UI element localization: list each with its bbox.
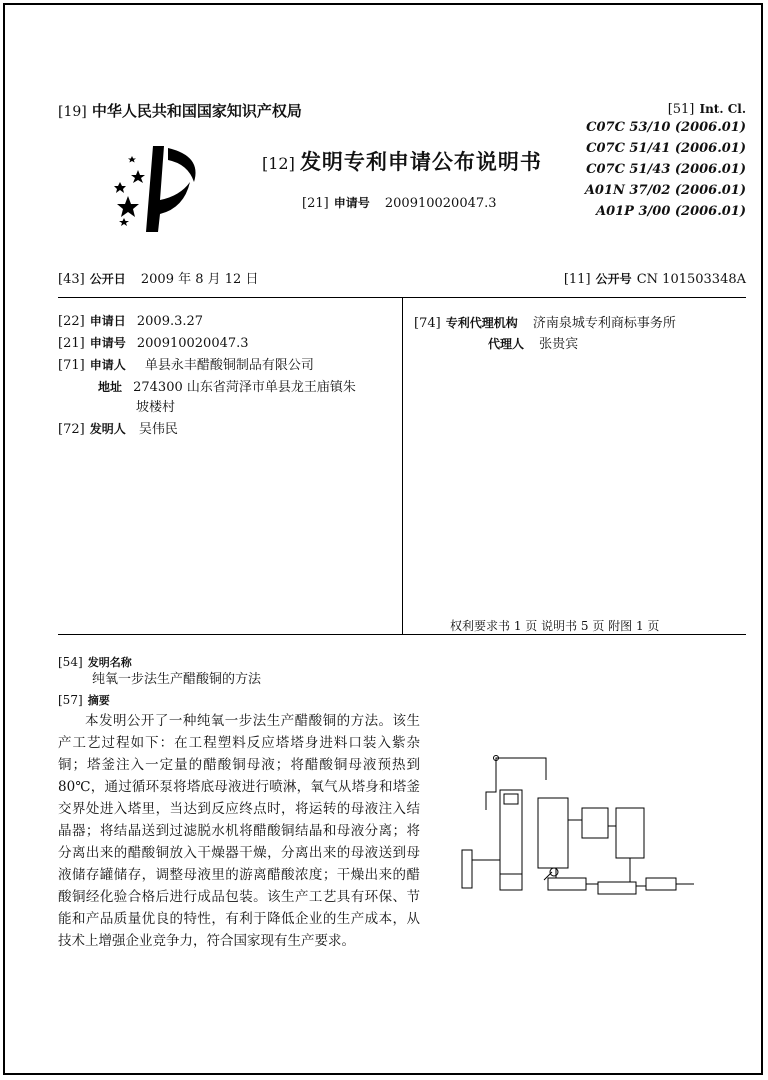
classification-5: A01P 3/00 (2006.01): [596, 204, 746, 219]
address-row: 地址 274300 山东省菏泽市单县龙王庙镇朱: [98, 380, 356, 395]
applicant-row: [71] 申请人 单县永丰醋酸铜制品有限公司: [58, 358, 314, 373]
classification-3: C07C 51/43 (2006.01): [586, 162, 746, 177]
office-name: 中华人民共和国国家知识产权局: [91, 102, 302, 120]
document-title-line: [12] 发明专利申请公布说明书: [262, 150, 542, 174]
application-number: 200910020047.3: [384, 196, 497, 211]
publication-number: CN 101503348A: [636, 272, 746, 287]
process-flow-diagram: [456, 750, 706, 904]
classification-2: C07C 51/41 (2006.01): [586, 141, 746, 156]
abstract-text: 本发明公开了一种纯氧一步法生产醋酸铜的方法。该生产工艺过程如下：在工程塑料反应塔塔身进料口装入紫杂铜；塔釜注入一定量的醋酸铜母液；将醋酸铜母液预热到 80℃，通过循环泵将塔底母液进行喷淋，氧气从塔身和塔釜交界处进入塔里，当达到反应终点时，将运转的母液注入结晶器；将结晶送到过滤脱水机将醋酸铜结晶和母液分离；将分离出来的醋酸铜放入干燥器干燥，分离出来的母液送到母液储存罐储存，调整母液里的游离醋酸浓度；干燥出来的醋酸铜经化验合格后进行成品包装。该生产工艺具有环保、节能和产品质量优良的特性，有利于降低企业的生产成本，从技术上增强企业竞争力，符合国家现有生产要求。: [58, 713, 420, 949]
divider-bottom: [58, 634, 746, 635]
inventor-row: [72] 发明人 吴伟民: [58, 422, 178, 437]
agency-row: [74] 专利代理机构 济南泉城专利商标事务所: [414, 316, 676, 331]
publication-date: 2009 年 8 月 12 日: [140, 272, 259, 287]
invention-name: 纯氧一步法生产醋酸铜的方法: [92, 672, 262, 687]
filing-date-row: [22] 申请日 2009.3.27: [58, 314, 204, 329]
intcl-heading: [51] Int. Cl.: [667, 102, 746, 117]
page-counts: 权利要求书 1 页 说明书 5 页 附图 1 页: [450, 619, 660, 633]
sipo-emblem-icon: [98, 142, 208, 238]
application-number-line: [21] 申请号 200910020047.3: [302, 196, 497, 211]
publication-number-line: [11] 公开号 CN 101503348A: [563, 272, 746, 287]
agent-row: 代理人 张贵宾: [488, 337, 579, 352]
appno-row: [21] 申请号 200910020047.3: [58, 336, 249, 351]
document-title: 发明专利申请公布说明书: [299, 150, 542, 174]
divider-vertical: [402, 297, 403, 634]
abstract-heading: [57] 摘要: [58, 693, 110, 707]
classification-1: C07C 53/10 (2006.01): [586, 120, 746, 135]
classification-4: A01N 37/02 (2006.01): [584, 183, 746, 198]
invention-name-heading: [54] 发明名称: [58, 655, 132, 669]
office-line: [19] 中华人民共和国国家知识产权局: [58, 102, 302, 120]
publication-date-line: [43] 公开日 2009 年 8 月 12 日: [58, 272, 259, 287]
address-row-cont: 坡楼村: [136, 400, 176, 415]
